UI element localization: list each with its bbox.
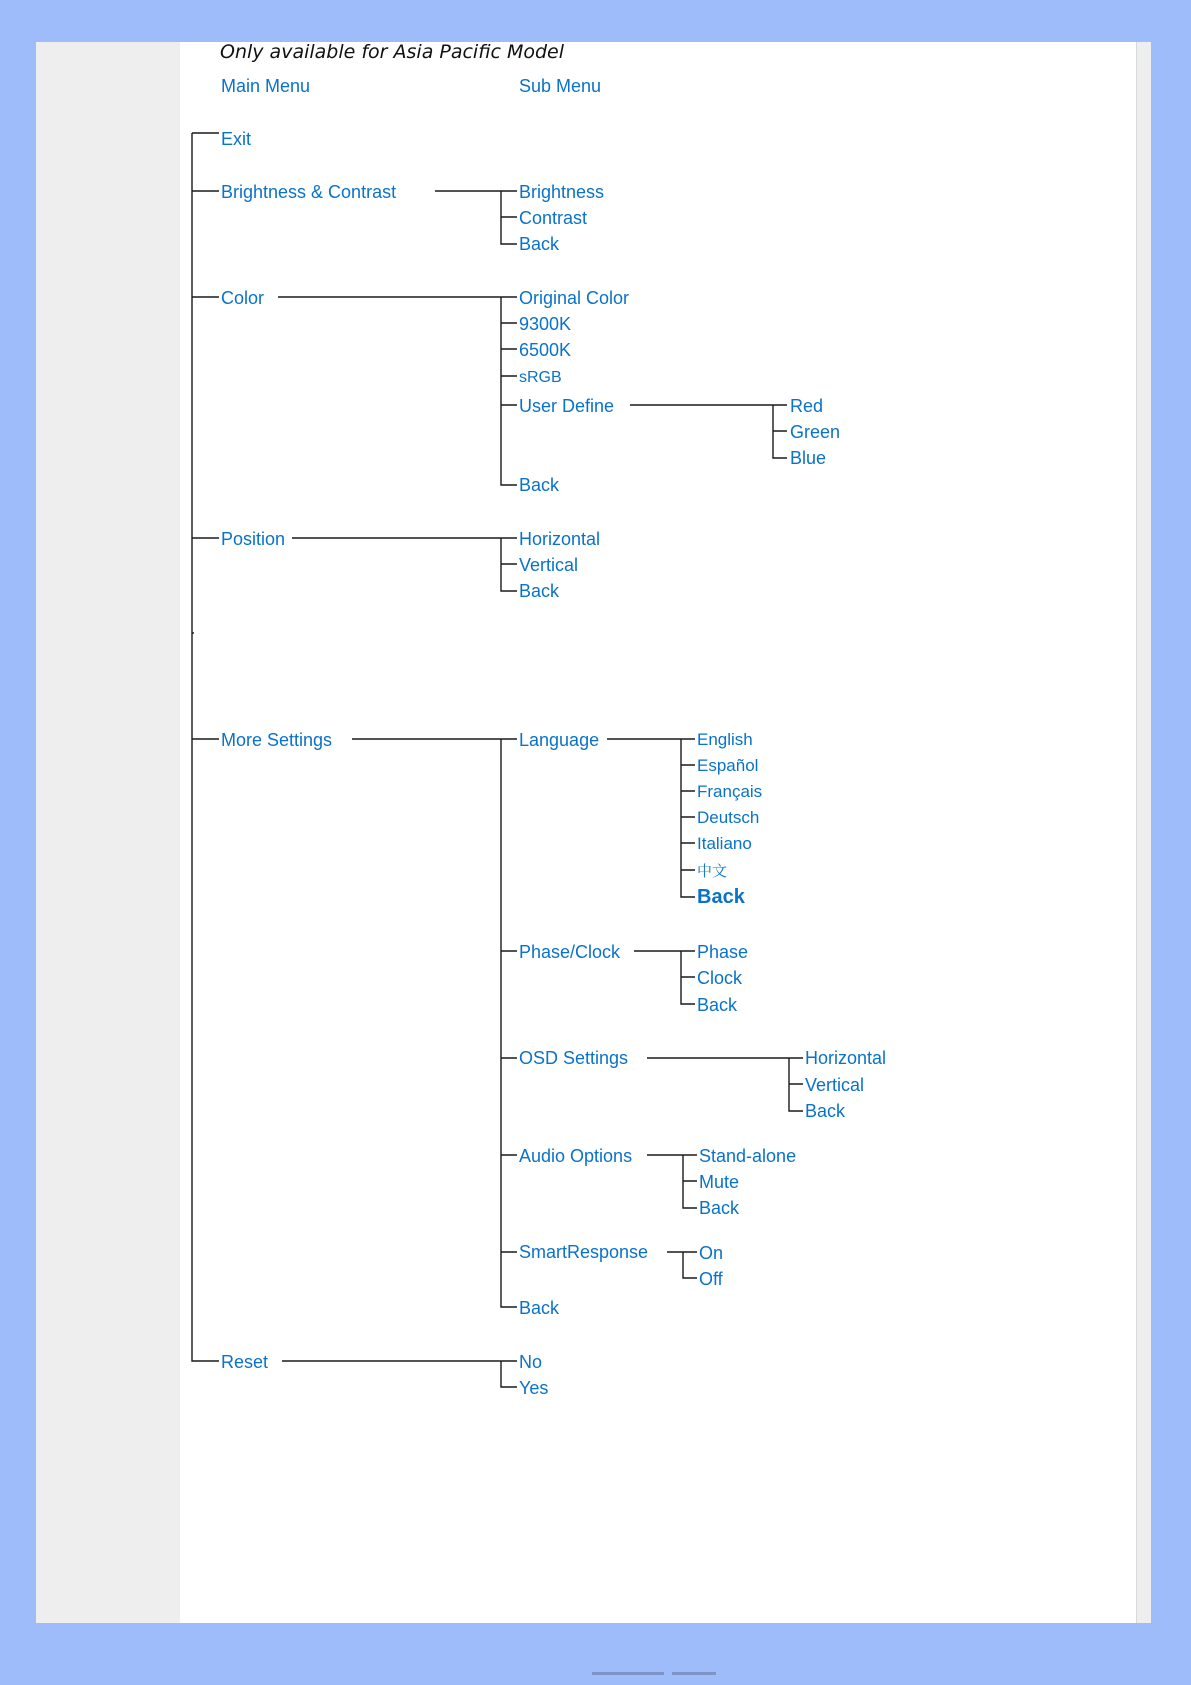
submenu-horizontal[interactable]: Horizontal xyxy=(519,529,601,549)
submenu-language[interactable]: Language xyxy=(519,730,600,750)
language-english[interactable]: English xyxy=(697,730,753,749)
position-branch xyxy=(292,538,517,591)
color-branch xyxy=(278,297,517,485)
smartresponse-branch xyxy=(667,1252,697,1278)
user-define-red[interactable]: Red xyxy=(790,396,824,416)
user-define-branch xyxy=(630,405,787,458)
submenu-srgb[interactable]: sRGB xyxy=(519,369,562,386)
audio-back[interactable]: Back xyxy=(699,1198,740,1218)
submenu-position-back[interactable]: Back xyxy=(519,581,560,601)
osd-settings-branch xyxy=(647,1058,803,1111)
phase-clock-branch xyxy=(634,951,695,1004)
menu-more-settings[interactable]: More Settings xyxy=(221,730,333,750)
more-settings-branch xyxy=(352,739,517,1307)
osd-horizontal[interactable]: Horizontal xyxy=(805,1048,887,1068)
submenu-smartresponse[interactable]: SmartResponse xyxy=(519,1242,649,1262)
asia-pacific-note: Only available for Asia Pacific Model xyxy=(220,41,565,63)
smartresponse-off[interactable]: Off xyxy=(699,1269,723,1289)
submenu-brightness[interactable]: Brightness xyxy=(519,182,605,202)
menu-color[interactable]: Color xyxy=(221,288,265,308)
submenu-phase-clock[interactable]: Phase/Clock xyxy=(519,942,621,962)
language-espanol[interactable]: Español xyxy=(697,756,759,775)
menu-reset[interactable]: Reset xyxy=(221,1352,269,1372)
smartresponse-on[interactable]: On xyxy=(699,1243,724,1263)
audio-options-branch xyxy=(647,1155,697,1208)
reset-yes[interactable]: Yes xyxy=(519,1378,549,1398)
main-menu-heading: Main Menu xyxy=(221,76,311,96)
language-francais[interactable]: Français xyxy=(697,782,763,801)
submenu-contrast[interactable]: Contrast xyxy=(519,208,588,228)
submenu-user-define[interactable]: User Define xyxy=(519,396,615,416)
phase-clock-clock[interactable]: Clock xyxy=(697,968,743,988)
osd-back[interactable]: Back xyxy=(805,1101,846,1121)
submenu-osd-settings[interactable]: OSD Settings xyxy=(519,1048,629,1068)
phase-clock-phase[interactable]: Phase xyxy=(697,942,749,962)
main-trunk-line xyxy=(192,133,219,1361)
language-deutsch[interactable]: Deutsch xyxy=(697,808,760,827)
submenu-vertical[interactable]: Vertical xyxy=(519,555,579,575)
language-branch xyxy=(607,739,695,897)
submenu-brightness-back[interactable]: Back xyxy=(519,234,560,254)
submenu-color-back[interactable]: Back xyxy=(519,475,560,495)
user-define-green[interactable]: Green xyxy=(790,422,841,442)
submenu-9300k[interactable]: 9300K xyxy=(519,314,572,334)
audio-stand-alone[interactable]: Stand-alone xyxy=(699,1146,797,1166)
language-back[interactable]: Back xyxy=(697,886,745,908)
user-define-blue[interactable]: Blue xyxy=(790,448,827,468)
audio-mute[interactable]: Mute xyxy=(699,1172,740,1192)
brightness-contrast-branch xyxy=(435,191,517,244)
menu-position[interactable]: Position xyxy=(221,529,286,549)
reset-branch xyxy=(282,1361,517,1387)
submenu-6500k[interactable]: 6500K xyxy=(519,340,572,360)
sub-menu-heading: Sub Menu xyxy=(519,76,602,96)
submenu-more-settings-back[interactable]: Back xyxy=(519,1298,560,1318)
submenu-original-color[interactable]: Original Color xyxy=(519,288,630,308)
language-chinese[interactable]: 中文 xyxy=(697,863,728,880)
phase-clock-back[interactable]: Back xyxy=(697,995,738,1015)
menu-brightness-contrast[interactable]: Brightness & Contrast xyxy=(221,182,397,202)
reset-no[interactable]: No xyxy=(519,1352,543,1372)
submenu-audio-options[interactable]: Audio Options xyxy=(519,1146,633,1166)
osd-vertical[interactable]: Vertical xyxy=(805,1075,865,1095)
menu-exit[interactable]: Exit xyxy=(221,129,252,149)
language-italiano[interactable]: Italiano xyxy=(697,834,752,853)
